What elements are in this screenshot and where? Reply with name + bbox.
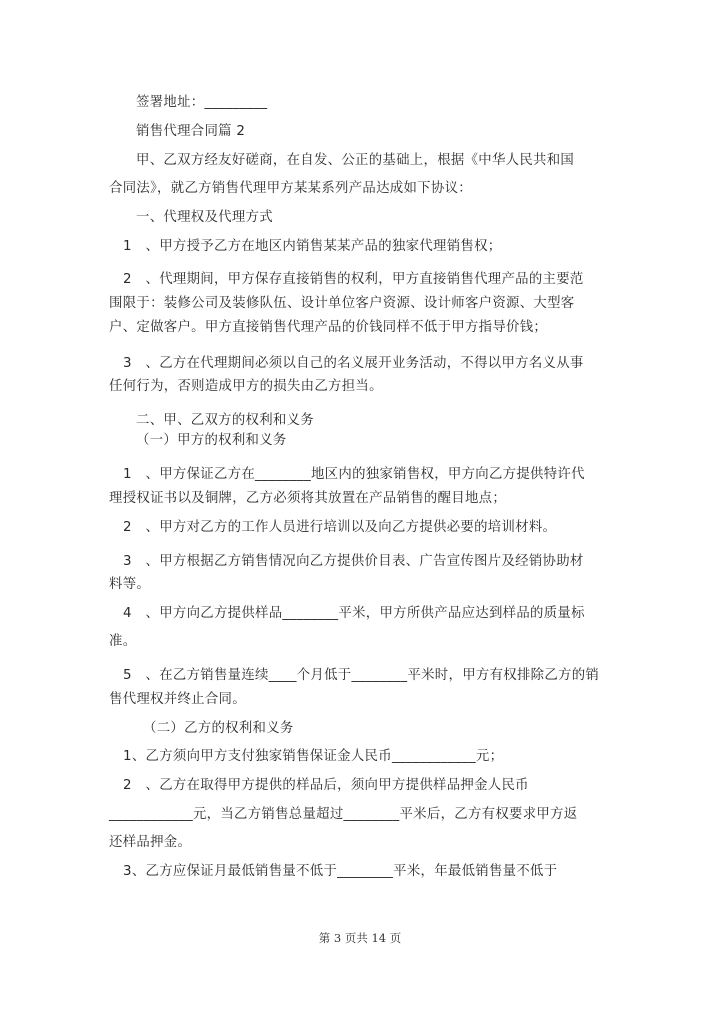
contract-title: 销售代理合同篇 2 — [136, 124, 246, 139]
signing-address: 签署地址：_________ — [136, 95, 268, 110]
clause-1-1: 1 、甲方授予乙方在地区内销售某某产品的独家代理销售权； — [123, 239, 502, 254]
page-footer: 第 3 页共 14 页 — [318, 931, 402, 945]
clause-2-5-line-2: 售代理权并终止合同。 — [109, 692, 246, 707]
section-1-heading: 一、代理权及代理方式 — [136, 210, 273, 225]
clause-2-3-line-1: 3 、甲方根据乙方销售情况向乙方提供价目表、广告宣传图片及经销协助材 — [123, 554, 584, 569]
clause-2-4-line-2: 准。 — [109, 634, 137, 649]
clause-2-2: 2 、甲方对乙方的工作人员进行培训以及向乙方提供必要的培训材料。 — [123, 520, 557, 535]
clause-2-5-line-1: 5 、在乙方销售量连续____个月低于________平米时，甲方有权排除乙方的销 — [123, 668, 600, 683]
intro-line-1: 甲、乙双方经友好磋商，在自发、公正的基础上，根据《中华人民共和国 — [136, 153, 575, 168]
intro-line-2: 合同法》，就乙方销售代理甲方某某系列产品达成如下协议： — [109, 181, 472, 196]
clause-1-2-line-2: 围限于：装修公司及装修队伍、设计单位客户资源、设计师客户资源、大型客 — [109, 296, 575, 311]
clause-3-2-line-2: ____________元，当乙方销售总量超过________平米后，乙方有权要求甲方返 — [109, 807, 578, 822]
clause-3-2-line-3: 还样品押金。 — [109, 835, 192, 850]
clause-3-1: 1、乙方须向甲方支付独家销售保证金人民币____________元； — [123, 749, 504, 764]
clause-2-4-line-1: 4 、甲方向乙方提供样品________平米，甲方所供产品应达到样品的质量标 — [123, 606, 585, 621]
clause-3-2-line-1: 2 、乙方在取得甲方提供的样品后，须向甲方提供样品押金人民币 — [123, 778, 529, 793]
clause-2-3-line-2: 料等。 — [109, 577, 151, 592]
clause-1-3-line-1: 3 、乙方在代理期间必须以自己的名义展开业务活动，不得以甲方名义从事 — [123, 356, 584, 371]
clause-1-2-line-1: 2 、代理期间，甲方保存直接销售的权利，甲方直接销售代理产品的主要范 — [123, 272, 584, 287]
subsection-party-a-heading: （一）甲方的权利和义务 — [136, 433, 287, 448]
clause-1-2-line-3: 户、定做客户。甲方直接销售代理产品的价钱同样不低于甲方指导价钱； — [109, 320, 548, 335]
section-2-heading: 二、甲、乙双方的权利和义务 — [136, 413, 314, 428]
subsection-party-b-heading: （二）乙方的权利和义务 — [143, 721, 294, 736]
clause-1-3-line-2: 任何行为，否则造成甲方的损失由乙方担当。 — [109, 379, 383, 394]
clause-2-1-line-2: 理授权证书以及铜牌，乙方必须将其放置在产品销售的醒目地点； — [109, 491, 507, 506]
clause-2-1-line-1: 1 、甲方保证乙方在________地区内的独家销售权，甲方向乙方提供特许代 — [123, 467, 585, 482]
clause-3-3: 3、乙方应保证月最低销售量不低于________平米，年最低销售量不低于 — [123, 864, 558, 879]
